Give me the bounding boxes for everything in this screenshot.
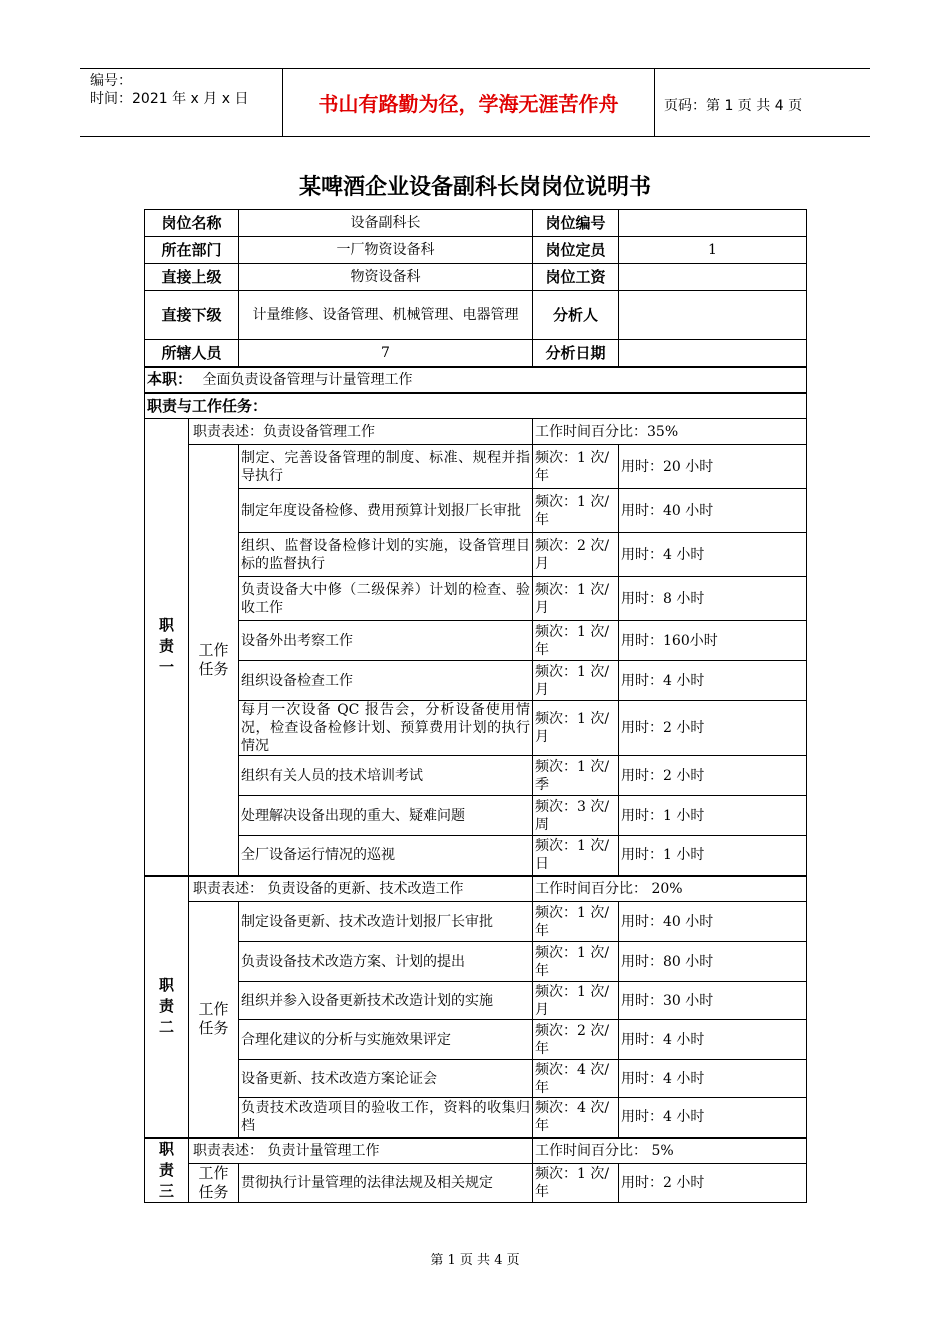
task-row bbox=[145, 621, 807, 661]
task-row bbox=[145, 982, 807, 1020]
task-duration: 用时：160小时 bbox=[619, 621, 807, 661]
task-text: 设备更新、技术改造方案论证会 bbox=[239, 1060, 533, 1098]
task-frequency: 频次：1 次/月 bbox=[533, 577, 619, 621]
analysis-date-value bbox=[619, 340, 807, 367]
duty-description: 职责表述： 负责计量管理工作 bbox=[189, 1138, 533, 1164]
task-text: 负责技术改造项目的验收工作，资料的收集归档 bbox=[239, 1098, 533, 1138]
task-row bbox=[145, 661, 807, 701]
duty-time-percentage: 工作时间百分比： 20% bbox=[533, 876, 807, 902]
duty-desc-row bbox=[145, 876, 807, 902]
task-row bbox=[145, 1098, 807, 1138]
basic-row-subordinate bbox=[145, 291, 807, 340]
task-text: 负责设备大中修（二级保养）计划的检查、验收工作 bbox=[239, 577, 533, 621]
duty-description: 职责表述： 负责设备的更新、技术改造工作 bbox=[189, 876, 533, 902]
post-name-value: 设备副科长 bbox=[239, 210, 533, 237]
task-row bbox=[145, 489, 807, 533]
task-frequency: 频次：1 次/日 bbox=[533, 836, 619, 876]
job-description-table bbox=[144, 209, 807, 1203]
task-row bbox=[145, 942, 807, 982]
task-frequency: 频次：1 次/年 bbox=[533, 902, 619, 942]
header-page-info: 页码：第 1 页 共 4 页 bbox=[664, 98, 803, 114]
task-text: 处理解决设备出现的重大、疑难问题 bbox=[239, 796, 533, 836]
main-duty-text: 全面负责设备管理与计量管理工作 bbox=[202, 372, 413, 388]
salary-value bbox=[619, 264, 807, 291]
task-text: 制定年度设备检修、费用预算计划报厂长审批 bbox=[239, 489, 533, 533]
doc-number-label: 编号： bbox=[90, 73, 132, 89]
task-frequency: 频次：1 次/月 bbox=[533, 982, 619, 1020]
analysis-date-label: 分析日期 bbox=[533, 340, 619, 367]
task-text: 贯彻执行计量管理的法律法规及相关规定 bbox=[239, 1164, 533, 1203]
header-motto: 书山有路勤为径，学海无涯苦作舟 bbox=[318, 92, 619, 116]
superior-label: 直接上级 bbox=[145, 264, 239, 291]
dept-value: 一厂物资设备科 bbox=[239, 237, 533, 264]
task-row bbox=[145, 701, 807, 756]
task-duration: 用时：4 小时 bbox=[619, 1098, 807, 1138]
task-duration: 用时：2 小时 bbox=[619, 1164, 807, 1203]
duty-name: 职 责 一 bbox=[145, 419, 189, 876]
task-duration: 用时：40 小时 bbox=[619, 902, 807, 942]
basic-row-staff bbox=[145, 340, 807, 367]
task-label: 工作 任务 bbox=[189, 445, 239, 876]
task-row bbox=[145, 796, 807, 836]
subordinate-value: 计量维修、设备管理、机械管理、电器管理 bbox=[239, 291, 533, 340]
task-frequency: 频次：4 次/年 bbox=[533, 1060, 619, 1098]
task-text: 组织设备检查工作 bbox=[239, 661, 533, 701]
header-top-rule bbox=[80, 68, 870, 69]
document-title: 某啤酒企业设备副科长岗岗位说明书 bbox=[298, 175, 651, 200]
task-duration: 用时：8 小时 bbox=[619, 577, 807, 621]
main-duty-row bbox=[145, 367, 807, 393]
task-text: 组织有关人员的技术培训考试 bbox=[239, 756, 533, 796]
task-duration: 用时：2 小时 bbox=[619, 756, 807, 796]
salary-label: 岗位工资 bbox=[533, 264, 619, 291]
duty-groups bbox=[145, 419, 807, 1203]
task-duration: 用时：30 小时 bbox=[619, 982, 807, 1020]
basic-row-post bbox=[145, 210, 807, 237]
post-name-label: 岗位名称 bbox=[145, 210, 239, 237]
task-duration: 用时：1 小时 bbox=[619, 836, 807, 876]
task-text: 制定、完善设备管理的制度、标准、规程并指导执行 bbox=[239, 445, 533, 489]
task-frequency: 频次：2 次/年 bbox=[533, 1020, 619, 1060]
duty-name: 职 责 二 bbox=[145, 876, 189, 1138]
task-duration: 用时：4 小时 bbox=[619, 1060, 807, 1098]
task-frequency: 频次：1 次/年 bbox=[533, 942, 619, 982]
basic-row-dept bbox=[145, 237, 807, 264]
task-frequency: 频次：1 次/年 bbox=[533, 621, 619, 661]
main-duty-label: 本职： bbox=[147, 370, 193, 388]
task-frequency: 频次：1 次/季 bbox=[533, 756, 619, 796]
task-duration: 用时：20 小时 bbox=[619, 445, 807, 489]
staff-value: 7 bbox=[239, 340, 533, 367]
task-duration: 用时：4 小时 bbox=[619, 533, 807, 577]
task-label: 工作 任务 bbox=[189, 1164, 239, 1203]
page-footer: 第 1 页 共 4 页 bbox=[430, 1253, 520, 1268]
duties-heading-row bbox=[145, 393, 807, 419]
staff-label: 所辖人员 bbox=[145, 340, 239, 367]
task-label: 工作 任务 bbox=[189, 902, 239, 1138]
dept-label: 所在部门 bbox=[145, 237, 239, 264]
task-duration: 用时：4 小时 bbox=[619, 1020, 807, 1060]
header-divider-right bbox=[654, 68, 655, 136]
task-frequency: 频次：1 次/月 bbox=[533, 701, 619, 756]
task-row bbox=[145, 445, 807, 489]
duty-time-percentage: 工作时间百分比： 5% bbox=[533, 1138, 807, 1164]
task-text: 组织并参入设备更新技术改造计划的实施 bbox=[239, 982, 533, 1020]
task-duration: 用时：80 小时 bbox=[619, 942, 807, 982]
duty-name: 职 责 三 bbox=[145, 1138, 189, 1203]
task-text: 合理化建议的分析与实施效果评定 bbox=[239, 1020, 533, 1060]
doc-date: 时间：2021 年 x 月 x 日 bbox=[90, 91, 249, 107]
task-row bbox=[145, 1020, 807, 1060]
task-duration: 用时：4 小时 bbox=[619, 661, 807, 701]
duty-time-percentage: 工作时间百分比：35% bbox=[533, 419, 807, 445]
task-text: 制定设备更新、技术改造计划报厂长审批 bbox=[239, 902, 533, 942]
subordinate-label: 直接下级 bbox=[145, 291, 239, 340]
task-row bbox=[145, 902, 807, 942]
duties-heading: 职责与工作任务： bbox=[145, 393, 807, 419]
task-text: 组织、监督设备检修计划的实施，设备管理目标的监督执行 bbox=[239, 533, 533, 577]
quota-label: 岗位定员 bbox=[533, 237, 619, 264]
task-frequency: 频次：2 次/月 bbox=[533, 533, 619, 577]
task-frequency: 频次：1 次/年 bbox=[533, 489, 619, 533]
task-row bbox=[145, 533, 807, 577]
task-text: 全厂设备运行情况的巡视 bbox=[239, 836, 533, 876]
post-no-value bbox=[619, 210, 807, 237]
task-frequency: 频次：1 次/年 bbox=[533, 445, 619, 489]
task-text: 每月一次设备 QC 报告会，分析设备使用情况，检查设备检修计划、预算费用计划的执行情况 bbox=[239, 701, 533, 756]
task-row bbox=[145, 756, 807, 796]
duty-description: 职责表述：负责设备管理工作 bbox=[189, 419, 533, 445]
analyst-value bbox=[619, 291, 807, 340]
task-row bbox=[145, 1164, 807, 1203]
task-duration: 用时：1 小时 bbox=[619, 796, 807, 836]
quota-value: 1 bbox=[619, 237, 807, 264]
duty-desc-row bbox=[145, 1138, 807, 1164]
task-frequency: 频次：1 次/年 bbox=[533, 1164, 619, 1203]
task-row bbox=[145, 836, 807, 876]
duty-desc-row bbox=[145, 419, 807, 445]
analyst-label: 分析人 bbox=[533, 291, 619, 340]
basic-row-superior bbox=[145, 264, 807, 291]
superior-value: 物资设备科 bbox=[239, 264, 533, 291]
task-frequency: 频次：4 次/年 bbox=[533, 1098, 619, 1138]
header-bottom-rule bbox=[80, 136, 870, 137]
task-frequency: 频次：1 次/月 bbox=[533, 661, 619, 701]
task-row bbox=[145, 577, 807, 621]
task-text: 设备外出考察工作 bbox=[239, 621, 533, 661]
post-no-label: 岗位编号 bbox=[533, 210, 619, 237]
task-text: 负责设备技术改造方案、计划的提出 bbox=[239, 942, 533, 982]
task-row bbox=[145, 1060, 807, 1098]
main-duty-cell bbox=[145, 367, 807, 393]
task-duration: 用时：2 小时 bbox=[619, 701, 807, 756]
task-frequency: 频次：3 次/周 bbox=[533, 796, 619, 836]
task-duration: 用时：40 小时 bbox=[619, 489, 807, 533]
